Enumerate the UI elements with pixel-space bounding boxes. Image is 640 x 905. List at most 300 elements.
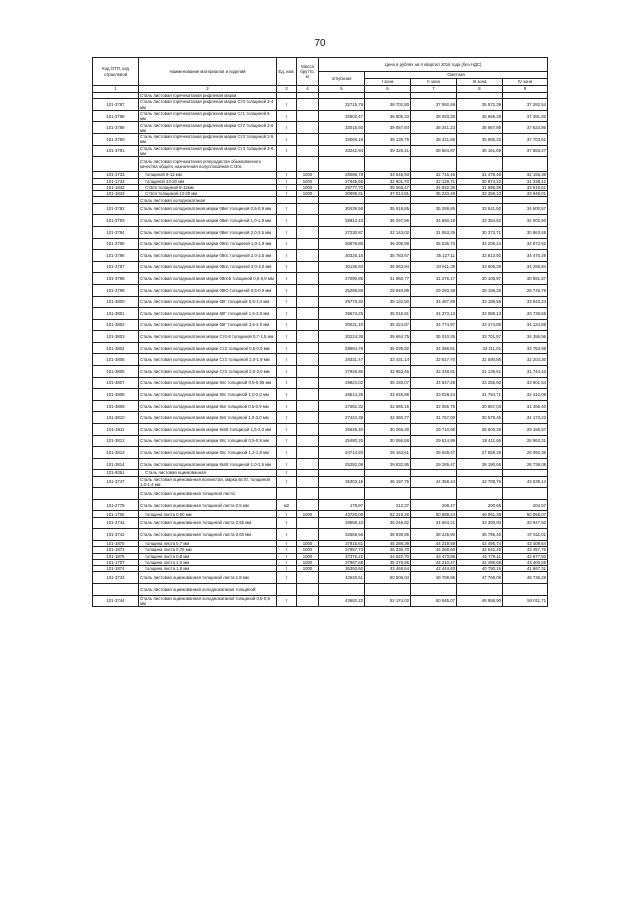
col-number: 8 — [457, 86, 503, 93]
cell-code: 101-2778 — [93, 499, 139, 511]
cell-mass — [297, 412, 319, 424]
cell-unit: т — [277, 377, 297, 389]
cell-price-wholesale: 37957,73 — [319, 547, 365, 553]
cell-mass: 1000 — [297, 191, 319, 197]
header-zone2: II зона — [411, 79, 457, 86]
table-row — [93, 412, 548, 424]
cell-price-zone4: 33 730,65 — [503, 308, 548, 320]
cell-price-zone1: 43 468,64 — [365, 566, 411, 572]
cell-price-zone2: 29 710,95 — [411, 424, 457, 436]
table-row — [93, 572, 548, 584]
table-row — [93, 447, 548, 459]
cell-unit: т — [277, 354, 297, 366]
cell-code: 101-3800 — [93, 296, 139, 308]
cell-price-zone4: 34 872,52 — [503, 238, 548, 250]
cell-price-wholesale: 37376,22 — [319, 553, 365, 559]
cell-price-zone3: 30 106,97 — [457, 273, 503, 285]
header-mass: Масса брутто, кг — [297, 58, 319, 86]
cell-code: 101-3801 — [93, 308, 139, 320]
cell-empty — [411, 157, 457, 172]
col-number: 4 — [297, 86, 319, 93]
cell-code: 101-3812 — [93, 435, 139, 447]
cell-unit: т — [277, 389, 297, 401]
cell-unit: т — [277, 250, 297, 262]
cell-empty — [365, 584, 411, 596]
cell-mass — [297, 400, 319, 412]
cell-unit: т — [277, 511, 297, 517]
cell-code: 101-3814 — [93, 458, 139, 470]
cell-code: 101-3804 — [93, 342, 139, 354]
table-row — [93, 342, 548, 354]
cell-price-zone4: 28 093,36 — [503, 447, 548, 459]
cell-price-zone2: 29 514,99 — [411, 435, 457, 447]
cell-price-zone3: 27 558,29 — [457, 447, 503, 459]
cell-price-zone1: 44 522,70 — [365, 553, 411, 559]
cell-price-zone4: 43 539,14 — [503, 476, 548, 488]
cell-name: Сталь листовая холоднокатаная марки 08Ю толщиной 0,5-0,9 мм — [139, 284, 277, 296]
col-number: 3 — [277, 86, 297, 93]
cell-price-zone1: 45 336,70 — [365, 547, 411, 553]
cell-price-zone1: 33 431,14 — [365, 354, 411, 366]
cell-price-zone4: 43 400,55 — [503, 559, 548, 565]
cell-mass — [297, 517, 319, 529]
cell-price-zone1: 36 200,98 — [365, 238, 411, 250]
cell-name: Ст3сп толщиной 9-12мм — [139, 184, 277, 190]
group-heading: Сталь листовая горячекатаная углеродистая обыкновенного качества общего назначения полуспокойная Ст3пс — [139, 157, 277, 172]
cell-mass — [297, 238, 319, 250]
cell-price-zone4: 31 466,40 — [503, 400, 548, 412]
cell-price-zone2: 38 341,23 — [411, 122, 457, 134]
header-unit: Ед. изм. — [277, 58, 297, 86]
cell-price-zone3: 33 474,85 — [457, 319, 503, 331]
cell-price-zone2: 38 421,68 — [411, 134, 457, 146]
price-table — [92, 57, 548, 607]
cell-price-zone4: 32 204,30 — [503, 354, 548, 366]
table-row — [93, 308, 548, 320]
cell-price-zone1: 38 805,33 — [365, 110, 411, 122]
cell-price-wholesale: 27682,32 — [319, 400, 365, 412]
table-row — [93, 389, 548, 401]
cell-price-zone4: 48 736,28 — [503, 572, 548, 584]
cell-mass — [297, 435, 319, 447]
cell-empty — [319, 584, 365, 596]
cell-code: 101-1843 — [93, 191, 139, 197]
cell-price-zone1: 32 901,70 — [365, 178, 411, 184]
cell-price-zone1: 30 266,28 — [365, 424, 411, 436]
table-row — [93, 226, 548, 238]
cell-price-zone1: 45 286,39 — [365, 540, 411, 546]
cell-mass — [297, 296, 319, 308]
cell-price-wholesale: 27645,65 — [319, 178, 365, 184]
cell-price-zone1: 30 066,68 — [365, 435, 411, 447]
cell-name: толщина листа 0,50 мм — [139, 511, 277, 517]
cell-unit: т — [277, 559, 297, 565]
cell-price-zone4: 32 155,36 — [503, 172, 548, 178]
cell-unit: т — [277, 553, 297, 559]
cell-name: толщина листа 0,7 мм — [139, 540, 277, 546]
cell-mass — [297, 134, 319, 146]
cell-name: Сталь листовая холоднокатаная марки Ст3 толщиной 2,0-3,0 мм — [139, 366, 277, 378]
cell-price-zone1: 35 424,87 — [365, 319, 411, 331]
cell-price-zone4: 33 615,51 — [503, 184, 548, 190]
cell-price-wholesale: 28514,28 — [319, 389, 365, 401]
cell-unit: т — [277, 424, 297, 436]
cell-code: 101-1734 — [93, 178, 139, 184]
cell-price-wholesale: 24714,93 — [319, 447, 365, 459]
cell-unit: т — [277, 122, 297, 134]
cell-price-zone2: 32 129,71 — [411, 178, 457, 184]
header-zone1: I зона — [365, 79, 411, 86]
cell-price-wholesale: 30021,10 — [319, 319, 365, 331]
cell-code: 101-1875 — [93, 540, 139, 546]
cell-price-zone1: 52 219,26 — [365, 511, 411, 517]
cell-name: Сталь листовая холоднокатаная марки 8пс толщиной 0,5-0,9 мм — [139, 435, 277, 447]
cell-mass — [297, 99, 319, 111]
table-row — [93, 203, 548, 215]
cell-name: Сталь листовая холоднокатаная марки 65Г толщиной 0,5-1,4 мм — [139, 296, 277, 308]
cell-name: толщиной 9-12 мм — [139, 172, 277, 178]
cell-name: Сталь листовая холоднокатаная марки Ст3 толщиной 0,5-0,9 мм — [139, 342, 277, 354]
table-row — [93, 238, 548, 250]
table-row — [93, 595, 548, 607]
table-row — [93, 517, 548, 529]
cell-price-zone3: 30 867,03 — [457, 400, 503, 412]
cell-unit: т — [277, 178, 297, 184]
cell-code: 101-1706 — [93, 511, 139, 517]
cell-price-zone3: 48 958,90 — [457, 595, 503, 607]
cell-price-zone2: 44 268,60 — [411, 547, 457, 553]
cell-name: Сталь листовая холоднокатаная марки 8кп5 толщиной 1,0-1,6 мм — [139, 458, 277, 470]
cell-price-wholesale: 29824,02 — [319, 377, 365, 389]
cell-mass — [297, 226, 319, 238]
cell-mass — [297, 122, 319, 134]
cell-price-zone2: 38 093,35 — [411, 110, 457, 122]
table-row — [93, 377, 548, 389]
cell-price-zone4: 28 745,79 — [503, 284, 548, 296]
cell-empty — [297, 584, 319, 596]
cell-price-zone1: 33 545,93 — [365, 172, 411, 178]
cell-unit: т — [277, 273, 297, 285]
cell-price-zone2: 34 911,39 — [411, 261, 457, 273]
cell-price-zone1: 35 664,75 — [365, 331, 411, 343]
cell-price-zone4: 31 338,12 — [503, 178, 548, 184]
cell-price-zone2: 34 396,81 — [411, 342, 457, 354]
cell-empty — [365, 488, 411, 500]
cell-empty — [411, 584, 457, 596]
cell-empty — [457, 488, 503, 500]
cell-price-zone4: 34 600,57 — [503, 203, 548, 215]
cell-name: Сталь листовая холоднокатаная марки 08кп толщиной 1,0-1,9 мм — [139, 215, 277, 227]
cell-price-wholesale: 37915,61 — [319, 540, 365, 546]
cell-unit: т — [277, 572, 297, 584]
cell-name: Сталь листовая оцинкованная толщиной листа 1,8 мм — [139, 572, 277, 584]
cell-mass — [297, 331, 319, 343]
cell-price-zone2: 50 945,07 — [411, 595, 457, 607]
cell-mass — [297, 354, 319, 366]
cell-unit: т — [277, 226, 297, 238]
cell-code: 101-3798 — [93, 273, 139, 285]
cell-price-zone3: 33 198,58 — [457, 296, 503, 308]
col-number: 5 — [319, 86, 365, 93]
cell-name: толщина листа 1,5 мм — [139, 566, 277, 572]
cell-price-zone2: 44 210,47 — [411, 559, 457, 565]
cell-mass: 1000 — [297, 547, 319, 553]
table-row — [93, 215, 548, 227]
cell-price-zone3: 28 411,66 — [457, 435, 503, 447]
cell-price-zone2: 32 065,75 — [411, 400, 457, 412]
cell-unit: т — [277, 447, 297, 459]
cell-price-wholesale: 27926,95 — [319, 366, 365, 378]
cell-price-zone4: 28 963,31 — [503, 435, 548, 447]
cell-unit: т — [277, 172, 297, 178]
cell-price-zone1: 32 360,77 — [365, 412, 411, 424]
col-number: 7 — [411, 86, 457, 93]
cell-unit: т — [277, 342, 297, 354]
cell-price-zone3: 31 139,51 — [457, 366, 503, 378]
group-heading: Сталь листовая холоднокатаная — [139, 197, 277, 203]
cell-price-zone3: 36 161,69 — [457, 145, 503, 157]
cell-price-wholesale: 30325,15 — [319, 250, 365, 262]
cell-unit: т — [277, 517, 297, 529]
cell-code: 101-1733 — [93, 172, 139, 178]
cell-price-zone2: 38 604,87 — [411, 145, 457, 157]
cell-price-wholesale: 27090,85 — [319, 273, 365, 285]
cell-code: 101-3788 — [93, 110, 139, 122]
cell-price-wholesale: 29674,25 — [319, 308, 365, 320]
cell-code: 101-3811 — [93, 424, 139, 436]
cell-code: 101-3790 — [93, 134, 139, 146]
cell-code: 101-3743 — [93, 572, 139, 584]
cell-price-wholesale: 32715,79 — [319, 99, 365, 111]
cell-mass — [297, 203, 319, 215]
cell-price-zone1: 32 143,02 — [365, 226, 411, 238]
table-row — [93, 529, 548, 541]
cell-unit: т — [277, 566, 297, 572]
cell-price-zone2: 34 547,28 — [411, 377, 457, 389]
cell-name: Сталь листовая горячекатаная рифленая марки Ст3 толщиной 2-5 мм — [139, 134, 277, 146]
cell-price-wholesale: 36303,18 — [319, 476, 365, 488]
cell-price-zone2: 35 536,73 — [411, 238, 457, 250]
cell-code: 101-1842 — [93, 184, 139, 190]
cell-price-zone4: 34 002,50 — [503, 215, 548, 227]
cell-code — [93, 584, 139, 596]
cell-name: Сталь листовая холоднокатаная марки 08пс толщиной 1,0-1,9 мм — [139, 238, 277, 250]
cell-mass: 1000 — [297, 566, 319, 572]
cell-unit: т — [277, 284, 297, 296]
cell-empty — [503, 584, 548, 596]
cell-code: 101-3810 — [93, 412, 139, 424]
cell-price-zone3: 33 606,29 — [457, 261, 503, 273]
cell-price-zone2: 29 285,47 — [411, 458, 457, 470]
cell-price-wholesale: 32802,47 — [319, 110, 365, 122]
cell-price-zone1: 45 278,95 — [365, 559, 411, 565]
cell-price-zone1: 29 840,89 — [365, 284, 411, 296]
cell-name: Сталь листовая оцинкованная холоднокатаная толщиной 0,5-0,9 мм — [139, 595, 277, 607]
cell-price-zone3: 28 198,26 — [457, 284, 503, 296]
cell-price-zone3: 42 486,69 — [457, 559, 503, 565]
cell-price-zone4: 42 677,50 — [503, 553, 548, 559]
cell-price-zone4: 34 470,49 — [503, 250, 548, 262]
cell-mass: 1000 — [297, 540, 319, 546]
cell-price-zone3: 33 813,92 — [457, 250, 503, 262]
cell-name: Сталь листовая холоднокатаная марки Ст0-8 толщиной 0,7-1,5 мм — [139, 331, 277, 343]
cell-price-wholesale: 43682,22 — [319, 595, 365, 607]
cell-price-zone3: 35 985,33 — [457, 134, 503, 146]
cell-price-zone1: 50 506,04 — [365, 572, 411, 584]
cell-price-zone1: 35 918,65 — [365, 203, 411, 215]
cell-price-zone4: 28 738,08 — [503, 458, 548, 470]
cell-code: 101-3805 — [93, 354, 139, 366]
cell-mass — [297, 308, 319, 320]
cell-empty — [277, 157, 297, 172]
cell-price-wholesale: 25288,89 — [319, 284, 365, 296]
cell-code: 101-3741 — [93, 517, 139, 529]
cell-mass — [297, 595, 319, 607]
col-number: 2 — [139, 86, 277, 93]
cell-mass — [297, 476, 319, 488]
cell-price-zone1: 37 014,81 — [365, 191, 411, 197]
cell-price-zone4: 34 355,96 — [503, 331, 548, 343]
cell-name: Сталь листовая горячекатаная рифленая марки Ст1 толщиной 6 мм — [139, 110, 277, 122]
table-row — [93, 476, 548, 488]
cell-price-zone1: 35 246,82 — [365, 517, 411, 529]
cell-name: Сталь листовая холоднокатаная марки 8кп толщиной 1,0-3,0 мм — [139, 412, 277, 424]
cell-price-zone1: 39 139,79 — [365, 134, 411, 146]
table-row — [93, 284, 548, 296]
table-row — [93, 354, 548, 366]
cell-price-wholesale: 27424,38 — [319, 412, 365, 424]
cell-mass: 1000 — [297, 184, 319, 190]
cell-name: Сталь листовая холоднокатаная марки 65Г толщиной 3,5-4,0 мм — [139, 319, 277, 331]
cell-price-zone4: 33 948,01 — [503, 191, 548, 197]
cell-mass: 1000 — [297, 178, 319, 184]
cell-empty — [319, 157, 365, 172]
cell-price-wholesale: 30678,80 — [319, 238, 365, 250]
cell-price-zone3: 33 354,62 — [457, 215, 503, 227]
cell-mass: 1000 — [297, 172, 319, 178]
cell-price-zone4: 31 173,23 — [503, 412, 548, 424]
cell-price-zone4: 37 883,27 — [503, 145, 548, 157]
cell-name: Сталь листовая холоднокатаная марки 8пс толщиной 1,0-2,0 мм — [139, 389, 277, 401]
cell-price-wholesale: 43720,09 — [319, 511, 365, 517]
table-body — [93, 93, 548, 607]
cell-name: Сталь листовая холоднокатаная марки 08пс толщиной 3,0-4,0 мм — [139, 261, 277, 273]
cell-price-zone1: 35 039,82 — [365, 342, 411, 354]
cell-name: Сталь листовая горячекатаная рифленая марки Ст3 толщиной 3-6 мм — [139, 145, 277, 157]
cell-price-zone4: 30 963,48 — [503, 226, 548, 238]
cell-price-zone1: 38 939,85 — [365, 529, 411, 541]
cell-price-wholesale: 37967,69 — [319, 559, 365, 565]
cell-price-zone2: 33 029,44 — [411, 389, 457, 401]
cell-price-zone1: 32 953,46 — [365, 366, 411, 378]
table-row — [93, 134, 548, 146]
cell-code: 101-3808 — [93, 389, 139, 401]
table-row — [93, 99, 548, 111]
cell-price-zone3: 28 190,65 — [457, 458, 503, 470]
cell-unit: т — [277, 238, 297, 250]
cell-unit: т — [277, 261, 297, 273]
cell-empty — [503, 488, 548, 500]
table-group-row — [93, 584, 548, 596]
cell-price-zone4: 50 011,71 — [503, 595, 548, 607]
cell-price-zone4: 29 155,57 — [503, 424, 548, 436]
table-row — [93, 296, 548, 308]
cell-price-zone2: 34 373,13 — [411, 308, 457, 320]
cell-name: толщиной 13-20 мм — [139, 178, 277, 184]
cell-price-zone3: 33 701,57 — [457, 331, 503, 343]
cell-code: 101-9351 — [93, 470, 139, 476]
cell-price-wholesale: 33242,94 — [319, 145, 365, 157]
cell-code: 101-3799 — [93, 284, 139, 296]
cell-price-zone1: 35 566,47 — [365, 184, 411, 190]
cell-price-zone4: 50 055,07 — [503, 511, 548, 517]
cell-price-wholesale: 33066,19 — [319, 134, 365, 146]
cell-price-wholesale: 25282,09 — [319, 458, 365, 470]
cell-price-zone3: 33 541,50 — [457, 203, 503, 215]
cell-price-zone4: 33 901,54 — [503, 377, 548, 389]
cell-empty — [503, 157, 548, 172]
cell-price-zone3: 30 874,22 — [457, 178, 503, 184]
table-group-row — [93, 488, 548, 500]
cell-mass — [297, 215, 319, 227]
cell-price-zone1: 33 646,88 — [365, 389, 411, 401]
cell-price-zone1: 35 783,67 — [365, 250, 411, 262]
cell-price-zone2: 35 259,65 — [411, 203, 457, 215]
header-wholesale: отпускная — [319, 72, 365, 86]
cell-unit: т — [277, 412, 297, 424]
cell-price-wholesale: 29665,10 — [319, 517, 365, 529]
cell-price-zone2: 29 293,38 — [411, 284, 457, 296]
cell-price-zone4: 204,57 — [503, 499, 548, 511]
cell-price-zone1: 31 960,77 — [365, 273, 411, 285]
cell-price-zone4: 43 409,54 — [503, 540, 548, 546]
cell-price-zone4: 34 256,84 — [503, 261, 548, 273]
cell-price-zone2: 34 842,36 — [411, 184, 457, 190]
cell-code: 101-3796 — [93, 250, 139, 262]
cell-name: Сталь листовая оцинкованная толщиной листа 0,55 мм — [139, 517, 277, 529]
cell-code: 101-3793 — [93, 215, 139, 227]
cell-price-zone3: 31 794,71 — [457, 389, 503, 401]
cell-name: Сталь листовая оцинкованная толщиной листа 0,60 мм — [139, 529, 277, 541]
cell-name: толщина листа 1,0 мм — [139, 559, 277, 565]
cell-mass — [297, 572, 319, 584]
cell-price-zone2: 35 233,49 — [411, 191, 457, 197]
cell-name: толщина листа 0,8 мм — [139, 553, 277, 559]
cell-price-zone2: 31 767,00 — [411, 412, 457, 424]
cell-empty — [365, 157, 411, 172]
cell-price-wholesale: 29684,78 — [319, 342, 365, 354]
cell-price-wholesale: 42620,51 — [319, 572, 365, 584]
cell-price-zone4: 37 703,51 — [503, 134, 548, 146]
cell-empty — [297, 157, 319, 172]
table-row — [93, 261, 548, 273]
header-name: Наименование материалов и изделий — [139, 58, 277, 86]
cell-price-zone1: 39 326,41 — [365, 145, 411, 157]
cell-mass — [297, 389, 319, 401]
cell-price-wholesale: 179,97 — [319, 499, 365, 511]
cell-unit: т — [277, 191, 297, 197]
cell-empty — [457, 584, 503, 596]
cell-price-wholesale: 36393,60 — [319, 566, 365, 572]
table-row — [93, 435, 548, 447]
cell-price-wholesale: 30999,31 — [319, 191, 365, 197]
cell-price-zone4: 30 691,57 — [503, 273, 548, 285]
cell-price-wholesale: 29913,43 — [319, 215, 365, 227]
cell-price-zone2: 35 127,11 — [411, 250, 457, 262]
cell-code: 101-1873 — [93, 547, 139, 553]
cell-mass — [297, 250, 319, 262]
cell-name: Сталь листовая оцинкованная — [139, 470, 277, 476]
